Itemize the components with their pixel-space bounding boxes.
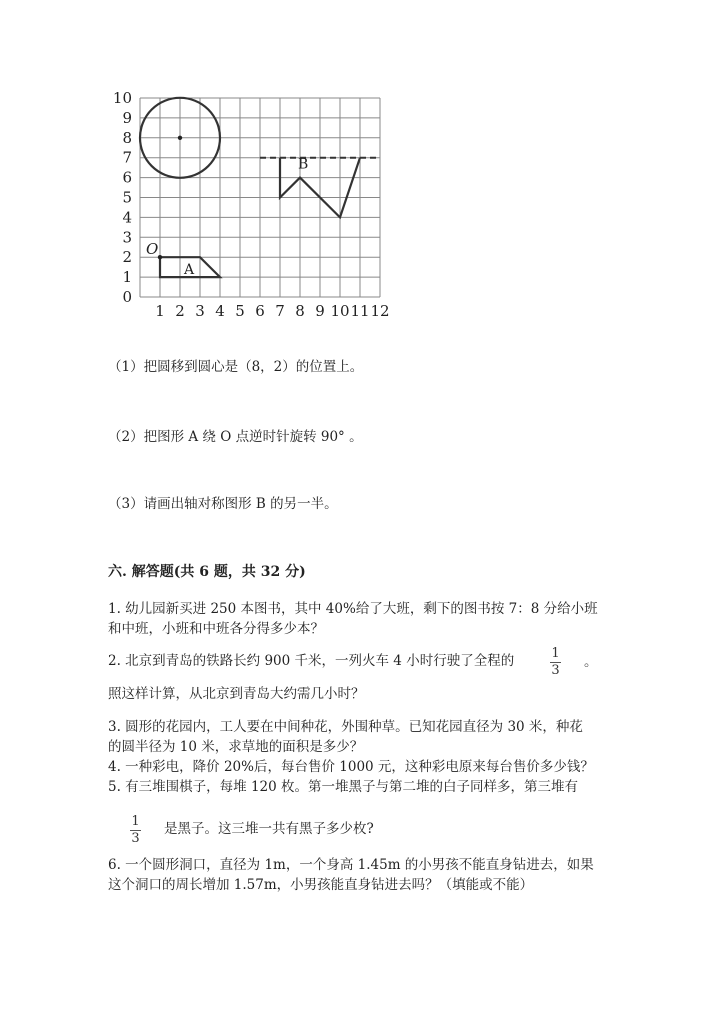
y-tick-label: 3 [122, 228, 132, 247]
question-2-line-1: 2. 北京到青岛的铁路长约 900 千米，一列火车 4 小时行驶了全程的 [108, 653, 515, 669]
origin-point-dot [158, 255, 162, 259]
x-tick-label: 11 [350, 302, 370, 320]
x-tick-label: 12 [370, 302, 390, 320]
y-tick-label: 8 [122, 128, 132, 147]
section-heading: 六. 解答题(共 6 题，共 32 分) [108, 564, 306, 580]
y-tick-label: 6 [122, 168, 132, 187]
fraction-numerator: 1 [131, 814, 140, 829]
x-tick-label: 4 [215, 302, 225, 320]
shape-b-label: B [298, 156, 309, 173]
question-2-fraction [550, 647, 561, 678]
x-tick-label: 1 [155, 302, 165, 320]
x-tick-label: 5 [235, 302, 245, 320]
shape-a-label: A [184, 262, 195, 279]
question-2-period: 。 [584, 654, 598, 670]
question-1-line-1: 1. 幼儿园新买进 250 本图书，其中 40%给了大班，剩下的图书按 7：8 分给小班 [108, 601, 598, 617]
question-5-line-2: 是黑子。这三堆一共有黑子多少枚? [164, 821, 374, 837]
axis-labels [113, 89, 390, 320]
x-tick-label: 6 [255, 302, 265, 320]
task-3: （3）请画出轴对称图形 B 的另一半。 [108, 496, 338, 512]
fraction-numerator: 1 [551, 646, 560, 661]
y-tick-label: 7 [122, 148, 132, 167]
question-6-line-2: 这个洞口的周长增加 1.57m，小男孩能直身钻进去吗？（填能或不能） [108, 877, 534, 893]
question-3-line-1: 3. 圆形的花园内，工人要在中间种花，外围种草。已知花园直径为 30 米，种花 [108, 719, 583, 735]
fraction-denominator: 3 [131, 831, 140, 846]
coordinate-grid-figure [100, 80, 400, 325]
question-1-line-2: 和中班，小班和中班各分得多少本？ [108, 621, 324, 637]
grid-lines [140, 98, 380, 297]
x-tick-label: 9 [315, 302, 325, 320]
question-2-line-2: 照这样计算，从北京到青岛大约需几小时？ [108, 686, 365, 702]
x-tick-label: 3 [195, 302, 205, 320]
question-6-line-1: 6. 一个圆形洞口，直径为 1m，一个身高 1.45m 的小男孩不能直身钻进去，如果 [108, 857, 594, 873]
y-tick-label: 0 [122, 288, 132, 306]
question-3-line-2: 的圆半径为 10 米，求草地的面积是多少？ [108, 739, 364, 755]
x-tick-label: 2 [175, 302, 185, 320]
grid-svg [100, 80, 400, 325]
fraction-denominator: 3 [551, 663, 560, 678]
task-1: （1）把圆移到圆心是（8，2）的位置上。 [108, 359, 364, 375]
task-2: （2）把图形 A 绕 O 点逆时针旋转 90° 。 [108, 429, 363, 445]
origin-label: O [146, 240, 159, 259]
y-tick-label: 2 [122, 248, 132, 267]
y-tick-label: 5 [122, 188, 132, 207]
x-tick-label: 8 [295, 302, 305, 320]
y-tick-label: 9 [122, 108, 132, 127]
y-tick-label: 1 [122, 268, 132, 287]
question-5-line-1: 5. 有三堆围棋子，每堆 120 枚。第一堆黑子与第二堆的白子同样多，第三堆有 [108, 779, 579, 795]
y-tick-label: 10 [112, 89, 132, 107]
question-4-line-1: 4. 一种彩电，降价 20%后，每台售价 1000 元，这种彩电原来每台售价多少钱？ [108, 759, 594, 775]
circle-center-dot [178, 136, 182, 140]
x-tick-label: 7 [275, 302, 285, 320]
question-5-fraction [130, 815, 141, 846]
x-tick-label: 10 [330, 302, 350, 320]
y-tick-label: 4 [122, 208, 132, 227]
